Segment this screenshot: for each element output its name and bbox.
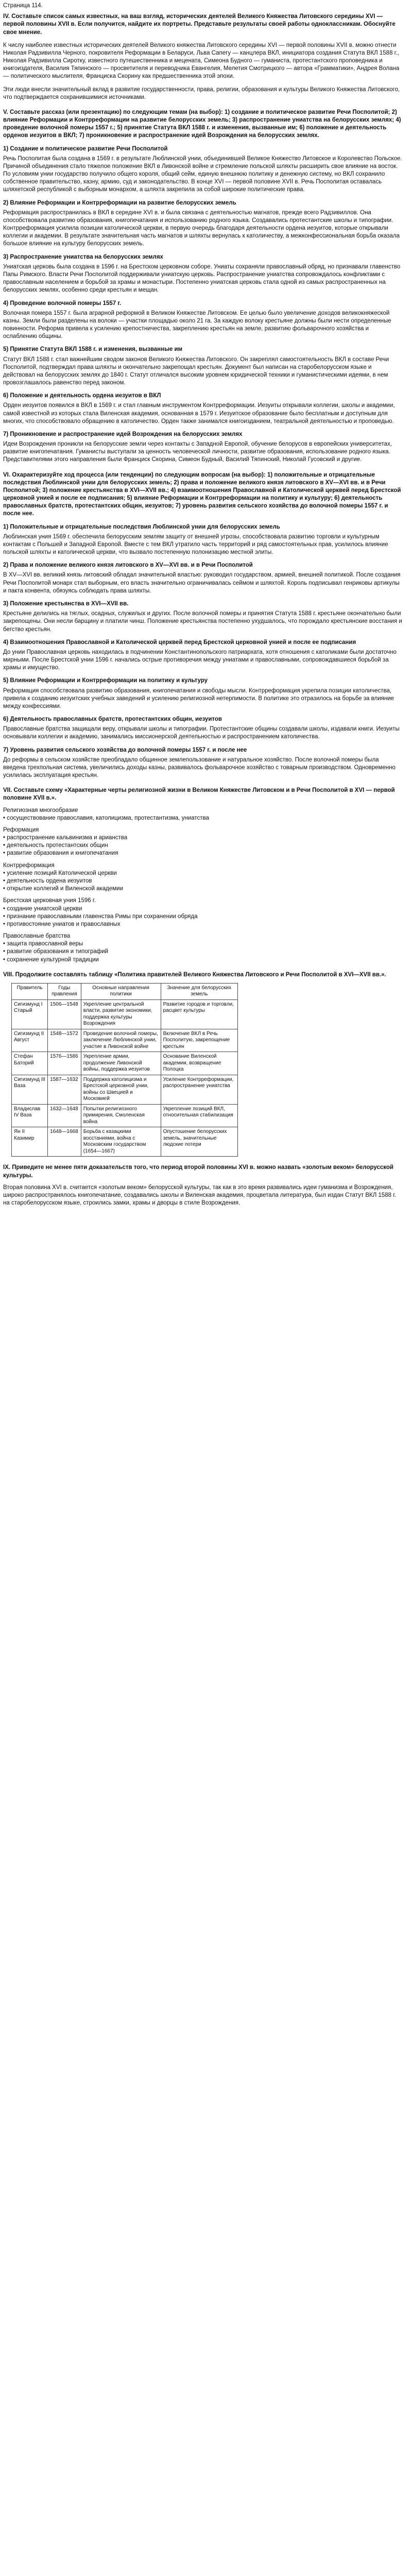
task-6-item-title: 5) Влияние Реформации и Контрреформации на политику и культуру: [3, 677, 208, 684]
table-cell: Ян II Казимир: [12, 1127, 48, 1157]
task-5-question: V. Составьте рассказ (или презентацию) по следующим темам (на выбор): 1) создание и политическое развитие Речи Посполитой; 2) влияние Реформации и Контрреформации на развитие белорусских земель; 3) распространение униатства на белорусских землях; 4) проведение волочной померы 1557 г.; 5) принятие Статута ВКЛ 1588 г. и изменения, вызванные им; 6) положение и деятельность орденов иезуитов в ВКЛ; 7) проникновение и распространение идей Возрождения на белорусских землях.: [3, 109, 401, 139]
scheme-bullet: • противостояние униатов и православных: [3, 921, 403, 928]
task-6-item-text: Крестьяне делились на тяглых, осадных, служилых и других. После волочной померы и принятия Статута 1588 г. крестьяне окончательно были закрепощены. Они несли барщину и платили чинш. Положение крестьянства постепенно ухудшалось, что порождало крестьянские восстания и бегство крестьян.: [3, 611, 402, 633]
task-9-answer: Вторая половина XVI в. считается «золотым веком» белорусской культуры, так как в это время развивались идеи гуманизма и Возрождения, широко распространялось книгопечатание, создавались школы и Виленская академия, процветала литература, был издан Статут ВКЛ 1588 г. на старобелорусском языке, строились замки, храмы и дворцы в стиле Возрождения.: [3, 1184, 397, 1207]
task-8: [3, 971, 403, 1157]
scheme-group-heading: Брестская церковная уния 1596 г.: [3, 897, 96, 904]
table-header-cell: Основные направления политики: [81, 983, 161, 999]
scheme-group-list: [3, 834, 403, 858]
scheme-bullet: • развитие образования и типографий: [3, 948, 403, 956]
scheme-bullet: • открытие коллегий и Виленской академии: [3, 885, 403, 893]
task-5-topic-text: Реформация распространилась в ВКЛ в середине XVI в. и была связана с деятельностью магнатов, прежде всего Радзивиллов. Она способствовала развитию образования, книгопечатания и использованию родного языка. Создавались протестантские школы и типографии. Контрреформация усилила позиции католической церкви, в первую очередь благодаря деятельности ордена иезуитов, которые открывали коллегии и академии. В результате значительная часть магнатов и шляхты вернулась к католичеству, а межконфессиональная борьба оказала большое влияние на культуру белорусских земель.: [3, 209, 400, 247]
scheme-bullet: • сосуществование православия, католицизма, протестантизма, униатства: [3, 815, 403, 822]
task-6-item-title: 7) Уровень развития сельского хозяйства до волочной померы 1557 г. и после нее: [3, 747, 247, 753]
table-cell: Укрепление центральной власти, развитие экономики, поддержка культуры Возрождения: [81, 999, 161, 1029]
task-5-topic-title: 4) Проведение волочной померы 1557 г.: [3, 300, 122, 307]
table-cell: 1576—1586: [48, 1052, 81, 1075]
task-6-question: VI. Охарактеризуйте ход процесса (или тенденции) по следующим вопросам (на выбор): 1) положительные и отрицательные последствия Люблинской унии для белорусских земель; 2) права и положение великого князя литовского в XV—XVI вв. и в Речи Посполитой; 3) положение крестьянства в XVI—XVII вв.; 4) взаимоотношения Православной и Католической церквей перед Брестской церковной унией и после ее подписания; 5) влияние Реформации и Контрреформации на политику и культуру; 6) деятельность православных братств, протестантских общин, иезуитов; 7) уровень развития сельского хозяйства до волочной померы 1557 г. и после нее.: [3, 471, 401, 517]
task-5-topic-text: Статут ВКЛ 1588 г. стал важнейшим сводом законов Великого Княжества Литовского. Он закреплял самостоятельность ВКЛ в составе Речи Посполитой, подтверждал права шляхты и окончательно закрепощал крестьян. Документ был написан на старобелорусском языке и действовал на белорусских землях до 1840 г. Статут отличался высоким уровнем юридической техники и гуманистическими идеями, в нем провозглашалось равенство перед законом.: [3, 356, 389, 386]
scheme-bullet: • деятельность протестантских общин: [3, 842, 403, 850]
scheme-bullet: • создание униатской церкви: [3, 905, 403, 913]
task-7-question: VII. Составьте схему «Характерные черты религиозной жизни в Великом Княжестве Литовском и в Речи Посполитой в XVI — первой половине XVII в.».: [3, 787, 395, 802]
scheme-bullet: • усиление позиций Католической церкви: [3, 870, 403, 877]
scheme-group-heading: Религиозная многообразие: [3, 807, 78, 814]
task-6-item-text: Православные братства защищали веру, открывали школы и типографии. Протестантские общины создавали школы, издавали книги. Иезуиты основывали коллегии и академию, занимались миссионерской деятельностью и распространением католичества.: [3, 726, 400, 740]
table-row: [12, 999, 238, 1029]
scheme-group-list: [3, 940, 403, 964]
table-header-cell: Значение для белорусских земель: [161, 983, 237, 999]
table-cell: Сигизмунд II Август: [12, 1029, 48, 1052]
table-cell: Поддержка католицизма и Брестской церковной унии, войны со Швецией и Московией: [81, 1075, 161, 1104]
task-6-item-text: До унии Православная церковь находилась в подчинении Константинопольского патриархата, хотя отношения с католиками были достаточно мирными. После Брестской унии 1596 г. начались острые противоречия между униатами и православными, сопровождавшиеся борьбой за храмы и имущество.: [3, 649, 397, 671]
scheme-bullet: • распространение кальвинизма и арианства: [3, 834, 403, 842]
task-6-item-text: До реформы в сельском хозяйстве преобладало общинное землепользование и натуральное хозяйство. После волочной померы была введена трехпольная система, увеличились доходы казны, развивалось фольварочное хозяйство с товарным производством. Одновременно усилилась эксплуатация крестьян.: [3, 756, 396, 779]
table-cell: 1506—1548: [48, 999, 81, 1029]
table-cell: Борьба с казацкими восстаниями, война с Московским государством (1654—1667): [81, 1127, 161, 1157]
task-6-item-title: 2) Права и положение великого князя литовского в XV—XVI вв. и в Речи Посполитой: [3, 562, 253, 569]
scheme-bullet: • развитие образования и книгопечатания: [3, 850, 403, 857]
table-cell: Владислав IV Ваза: [12, 1104, 48, 1127]
task-5-topic-text: Идеи Возрождения проникли на белорусские земли через контакты с Западной Европой, обучение белорусов в европейских университетах, развитие книгопечатания. Гуманисты выступали за ценность человеческой личности, развитие образования, использование родного языка. Представителями этого направления были Франциск Скорина, Симеон Будный, Василий Тяпинский, Николай Гусовский и другие.: [3, 441, 392, 463]
table-cell: 1648—1668: [48, 1127, 81, 1157]
table-cell: Сигизмунд I Старый: [12, 999, 48, 1029]
scheme-group-list: [3, 815, 403, 822]
task-8-question: VIII. Продолжите составлять таблицу «Политика правителей Великого Княжества Литовского и Речи Посполитой в XVI—XVII вв.».: [3, 971, 386, 978]
task-5-topic-text: Орден иезуитов появился в ВКЛ в 1569 г. и стал главным инструментом Контрреформации. Иезуиты открывали коллегии, школы и академии, самой известной из которых стала Виленская академия, основанная в 1579 г. Иезуитское образование было бесплатным и доступным для многих, что способствовало обращению в католичество. Орден также занимался книгоизданием, театральной деятельностью и проповедью.: [3, 402, 395, 425]
task-9-question: IX. Приведите не менее пяти доказательств того, что период второй половины XVI в. можно назвать «золотым веком» белорусской культуры.: [3, 1164, 393, 1179]
table-cell: 1632—1648: [48, 1104, 81, 1127]
table-cell: Стефан Баторий: [12, 1052, 48, 1075]
task-4-answer-paragraph: Эти люди внесли значительный вклад в развитие государственности, права, религии, образования и культуры Великого Княжества Литовского, что подтверждается сохранившимися источниками.: [3, 86, 400, 100]
task-5-topic-title: 1) Создание и политическое развитие Речи Посполитой: [3, 145, 168, 152]
task-5-topic-text: Волочная помера 1557 г. была аграрной реформой в Великом Княжестве Литовском. Ее целью было увеличение доходов великокняжеской казны. Земли были разделены на волоки — участки площадью около 21 га. За каждую волоку крестьяне должны были нести определенные повинности. Реформа привела к усилению крепостничества, закреплению крестьян на земле, развитию фольварочного хозяйства и ослаблению общины.: [3, 310, 391, 340]
table-row: [12, 1104, 238, 1127]
task-5: [3, 109, 403, 464]
scheme-group-list: [3, 905, 403, 929]
task-6-item-title: 6) Деятельность православных братств, протестантских общин, иезуитов: [3, 716, 222, 723]
table-cell: Усиление Контрреформации, распространение униатства: [161, 1075, 237, 1104]
scheme-bullet: • признание православными главенства Римы при сохранении обряда: [3, 913, 403, 921]
task-5-topic-title: 2) Влияние Реформации и Контрреформации на развитие белорусских земель: [3, 199, 236, 206]
table-cell: 1587—1632: [48, 1075, 81, 1104]
table-header-row: [12, 983, 238, 999]
task-6-item-title: 1) Положительные и отрицательные последствия Люблинской унии для белорусских земель: [3, 523, 280, 530]
task-6-item-text: Люблинская уния 1569 г. обеспечила белорусским землям защиту от внешней угрозы, способствовала развитию торговли и культурным контактам с Польшей и Западной Европой. Вместе с тем ВКЛ утратило часть территорий и ряд самостоятельных прав, усилилось влияние польской шляхты и католической церкви, что вызвало постепенную полонизацию местной элиты.: [3, 533, 388, 556]
task-5-topic-title: 6) Положение и деятельность ордена иезуитов в ВКЛ: [3, 393, 161, 399]
table-cell: Укрепление позиций ВКЛ, относительная стабилизация: [161, 1104, 237, 1127]
scheme-bullet: • сохранение культурной традиции: [3, 956, 403, 964]
table-row: [12, 1127, 238, 1157]
task-5-topic-text: Униатская церковь была создана в 1596 г. на Брестском церковном соборе. Униаты сохраняли православный обряд, но признавали главенство Папы Римского. Власти Речи Посполитой поддерживали униатскую церковь. Распространение униатства сопровождалось конфликтами с православным населением и борьбой за храмы и монастыри. Постепенно униатская церковь стала одной из самых распространенных на белорусских землях, особенно среди крестьян и мещан.: [3, 263, 401, 294]
task-6-item-text: Реформация способствовала развитию образования, книгопечатания и свободы мысли. Контрреформация укрепила позиции католичества, привела к созданию иезуитских учебных заведений и усилению религиозной нетерпимости. В политике это отразилось на борьбе за влияние между конфессиями.: [3, 687, 394, 709]
task-4-answer-paragraph: К числу наиболее известных исторических деятелей Великого княжества Литовского середины XVI — первой половины XVII в. можно отнести Николая Радзивилла Черного, покровителя Реформации в Беларуси, Льва Сапегу — канцлера ВКЛ, инициатора создания Статута ВКЛ 1588 г., Николая Радзивилла Сиротку, известного путешественника и мецената, Симеона Будного — гуманиста, протестантского проповедника и книгоиздателя, Василия Тяпинского — просветителя и переводчика Евангелия, Мелетия Смотрицкого — автора «Грамматики», Андрея Волана — политического мыслителя, Франциска Скорину как предшественника этой эпохи.: [3, 42, 400, 80]
task-4-question: IV. Составьте список самых известных, на ваш взгляд, исторических деятелей Великого Княжества Литовского середины XVI — первой половины XVII в. Если получится, найдите их портреты. Представьте результаты своей работы одноклассникам. Обоснуйте свое мнение.: [3, 13, 396, 36]
table-row: [12, 1052, 238, 1075]
task-7: [3, 787, 403, 963]
table-cell: Сигизмунд III Ваза: [12, 1075, 48, 1104]
task-9: [3, 1164, 403, 1207]
scheme-group-list: [3, 870, 403, 893]
table-row: [12, 1075, 238, 1104]
scheme-group-heading: Реформация: [3, 826, 39, 833]
scheme-bullet: • деятельность ордена иезуитов: [3, 877, 403, 885]
table-header-cell: Годы правления: [48, 983, 81, 999]
rulers-table: [11, 983, 238, 1157]
page-label: Страница 114.: [3, 3, 43, 9]
task-6-item-text: В XV—XVI вв. великий князь литовский обладал значительной властью: руководил государством, армией, внешней политикой. После создания Речи Посполитой монарх стал выборным, его власть значительно ограничивалась сеймом и шляхтой. Король подписывал генриковы артикулы и пакта конвента, обязуясь соблюдать права шляхты.: [3, 572, 401, 594]
table-cell: Опустошение белорусских земель, значительные людские потери: [161, 1127, 237, 1157]
table-header-cell: Правитель: [12, 983, 48, 999]
task-6-item-title: 3) Положение крестьянства в XVI—XVII вв.: [3, 601, 129, 607]
scheme-group-heading: Контрреформация: [3, 862, 55, 869]
task-5-topic-text: Речь Посполитая была создана в 1569 г. в результате Люблинской унии, объединившей Великое Княжество Литовское и Королевство Польское. Причиной объединения стало тяжелое положение ВКЛ в Ливонской войне и стремление польской шляхты расширить свое влияние на восток. По условиям унии государство получило общего короля, общий сейм, единую внешнюю политику и денежную систему, но ВКЛ сохранило собственное правительство, казну, армию, суд и законодательство. В конце XVI — первой половине XVII в. Речь Посполитая оставалась шляхетской республикой с выборным монархом, а шляхта закрепила за собой широкие политические права.: [3, 155, 402, 193]
task-5-topic-title: 7) Проникновение и распространение идей Возрождения на белорусских землях: [3, 431, 243, 437]
table-cell: Укрепление армии, продолжение Ливонской войны, поддержка иезуитов: [81, 1052, 161, 1075]
task-5-topic-title: 3) Распространение униатства на белорусских землях: [3, 253, 163, 260]
task-4: [3, 13, 403, 101]
task-6: [3, 471, 403, 780]
table-cell: Попытки религиозного примирения, Смоленская война: [81, 1104, 161, 1127]
table-row: [12, 1029, 238, 1052]
page: [0, 0, 406, 1217]
scheme-bullet: • защита православной веры: [3, 940, 403, 948]
table-cell: Развитие городов и торговли, расцвет культуры: [161, 999, 237, 1029]
table-cell: Включение ВКЛ в Речь Посполитую, закрепощение крестьян: [161, 1029, 237, 1052]
table-cell: Основание Виленской академии, возвращение Полоцка: [161, 1052, 237, 1075]
table-cell: 1548—1572: [48, 1029, 81, 1052]
task-5-topic-title: 5) Принятие Статута ВКЛ 1588 г. и изменения, вызванные им: [3, 346, 183, 353]
task-6-item-title: 4) Взаимоотношения Православной и Католической церквей перед Брестской церковной унией и после ее подписания: [3, 639, 356, 646]
table-cell: Проведение волочной померы, заключение Люблинской унии, участие в Ливонской войне: [81, 1029, 161, 1052]
scheme-group-heading: Православные братства: [3, 933, 71, 940]
